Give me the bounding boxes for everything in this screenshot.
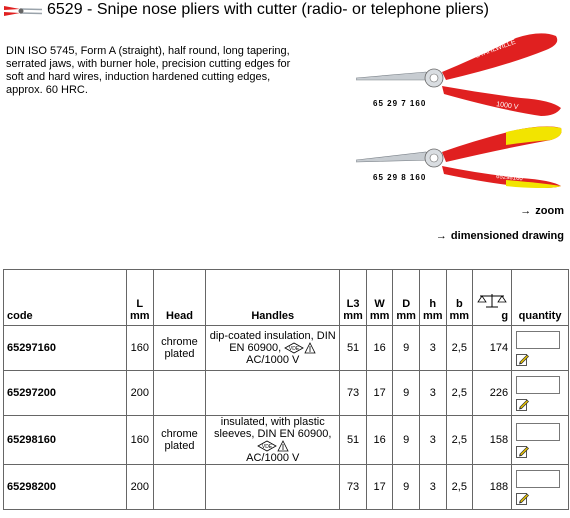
header-d: D mm <box>393 270 420 326</box>
triangle-mark-icon <box>277 440 289 452</box>
edit-icon[interactable] <box>516 445 529 458</box>
vde-mark-icon <box>284 342 304 354</box>
handles-voltage: AC/1000 V <box>246 354 300 367</box>
handle-brand-text: STAHLWILLE <box>474 38 517 60</box>
edit-icon[interactable] <box>516 353 529 366</box>
header-l3: L3 mm <box>340 270 367 326</box>
cell-l3: 73 <box>340 465 367 510</box>
handles-description: dip-coated insulation, DIN EN 60900, <box>209 329 336 354</box>
cell-g: 174 <box>473 326 512 371</box>
cell-h: 3 <box>419 465 446 510</box>
cell-w: 16 <box>366 416 393 465</box>
page-title: 6529 - Snipe nose pliers with cutter (radio- or telephone pliers) <box>47 1 490 18</box>
handle-voltage-text: 1000 V <box>495 101 519 112</box>
product-image <box>356 28 566 188</box>
cell-code: 65298200 <box>4 465 127 510</box>
cell-w: 17 <box>366 465 393 510</box>
arrow-right-icon: → <box>435 230 447 242</box>
vde-mark-icon <box>257 440 277 452</box>
cell-b: 2,5 <box>446 371 473 416</box>
cell-l3: 51 <box>340 326 367 371</box>
scale-icon <box>476 292 508 308</box>
cell-code: 65297160 <box>4 326 127 371</box>
header-head: Head <box>153 270 205 326</box>
cell-head <box>153 465 205 510</box>
image-code-bottom: 65 29 8 160 <box>373 173 427 182</box>
cell-l: 160 <box>126 326 153 371</box>
triangle-mark-icon <box>304 342 316 354</box>
cell-d: 9 <box>393 326 420 371</box>
handle-code-text: 65298160 <box>495 174 523 183</box>
header-code: code <box>4 270 127 326</box>
cell-h: 3 <box>419 416 446 465</box>
quantity-input[interactable] <box>516 470 560 488</box>
cell-g: 158 <box>473 416 512 465</box>
svg-text:VDE: VDE <box>289 346 300 353</box>
image-code-top: 65 29 7 160 <box>373 99 427 108</box>
cell-handles <box>206 416 340 465</box>
cell-g: 226 <box>473 371 512 416</box>
header-h: h mm <box>419 270 446 326</box>
cell-handles <box>206 371 340 416</box>
pliers-icon <box>2 2 44 18</box>
cell-d: 9 <box>393 465 420 510</box>
table-header-row <box>4 270 569 326</box>
table-row <box>4 416 569 465</box>
zoom-link-label: zoom <box>535 205 564 217</box>
cell-l: 200 <box>126 465 153 510</box>
edit-icon[interactable] <box>516 492 529 505</box>
cell-b: 2,5 <box>446 326 473 371</box>
cell-handles <box>206 465 340 510</box>
cell-handles <box>206 326 340 371</box>
header-g: g <box>473 270 512 326</box>
cell-b: 2,5 <box>446 416 473 465</box>
header-quantity: quantity <box>512 270 569 326</box>
cell-code: 65297200 <box>4 371 127 416</box>
header-l: L mm <box>126 270 153 326</box>
cell-d: 9 <box>393 416 420 465</box>
table-row <box>4 326 569 371</box>
cell-l: 200 <box>126 371 153 416</box>
header-w: W mm <box>366 270 393 326</box>
quantity-input[interactable] <box>516 376 560 394</box>
cell-b: 2,5 <box>446 465 473 510</box>
svg-text:VDE: VDE <box>261 444 272 451</box>
handles-description: insulated, with plastic sleeves, DIN EN 60900, <box>214 416 332 440</box>
header-handles: Handles <box>206 270 340 326</box>
cell-quantity <box>512 371 569 416</box>
arrow-right-icon: → <box>520 205 532 217</box>
cell-d: 9 <box>393 371 420 416</box>
cell-head: chrome plated <box>153 326 205 371</box>
quantity-input[interactable] <box>516 423 560 441</box>
cell-head <box>153 371 205 416</box>
handles-voltage: AC/1000 V <box>246 452 300 465</box>
cell-l3: 73 <box>340 371 367 416</box>
spec-table <box>3 269 569 510</box>
cell-code: 65298160 <box>4 416 127 465</box>
edit-icon[interactable] <box>516 398 529 411</box>
zoom-link[interactable] <box>520 205 564 217</box>
cell-quantity <box>512 416 569 465</box>
cell-l: 160 <box>126 416 153 465</box>
title-bar <box>0 0 570 22</box>
dimensioned-drawing-label: dimensioned drawing <box>450 230 564 242</box>
cell-quantity <box>512 465 569 510</box>
cell-g: 188 <box>473 465 512 510</box>
cell-l3: 51 <box>340 416 367 465</box>
cell-quantity <box>512 326 569 371</box>
cell-h: 3 <box>419 371 446 416</box>
quantity-input[interactable] <box>516 331 560 349</box>
cell-w: 16 <box>366 326 393 371</box>
table-row <box>4 465 569 510</box>
product-description: DIN ISO 5745, Form A (straight), half round, long tapering, serrated jaws, with burner hole, precision cutting edges for soft and hard wires, induction hardened cutting edges, approx. 60 HRC. <box>6 45 291 96</box>
cell-w: 17 <box>366 371 393 416</box>
header-b: b mm <box>446 270 473 326</box>
cell-head: chrome plated <box>153 416 205 465</box>
dimensioned-drawing-link[interactable] <box>436 230 564 242</box>
table-row <box>4 371 569 416</box>
cell-h: 3 <box>419 326 446 371</box>
